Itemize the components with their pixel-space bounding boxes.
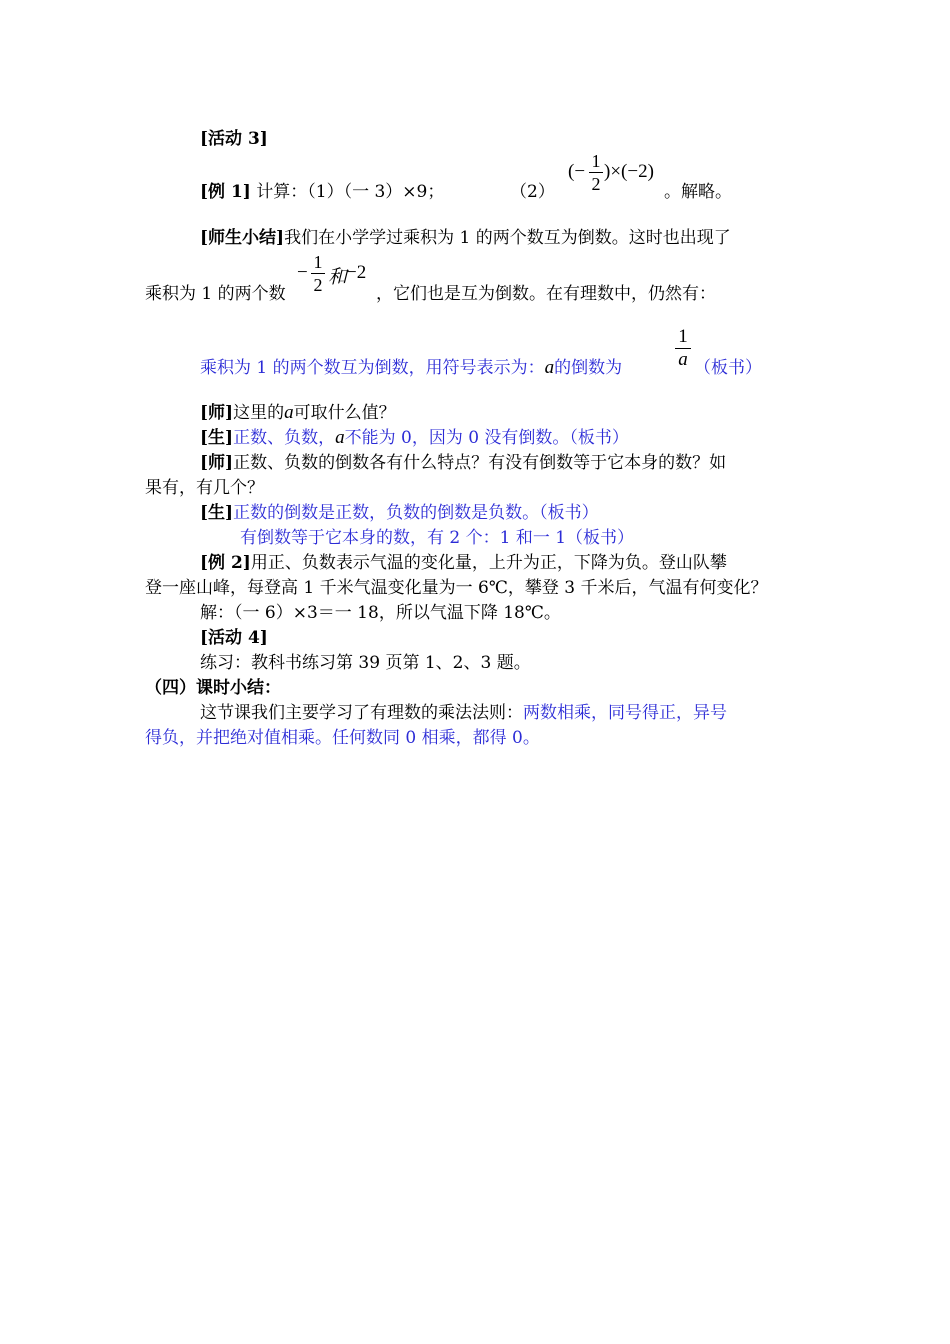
example-1-line [200, 181, 444, 203]
lesson-summary-heading: （四）课时小结： [145, 678, 281, 698]
student-answer-2 [200, 502, 599, 524]
summary-math-neg2: −2 [346, 262, 367, 283]
example-1-text: 计算：（1）（一 3）×9； [256, 182, 445, 202]
example-1-expr-right: )×(−2) [604, 161, 654, 182]
lesson-summary-text-1a: 这节课我们主要学习了有理数的乘法法则： [200, 703, 523, 723]
student-answer-1-text-a: 正数、负数， [233, 428, 336, 448]
teacher-question-1-text-b: 可取什么值？ [293, 403, 396, 423]
example-2-text-1: 用正、负数表示气温的变化量，上升为正，下降为负。登山队攀 [250, 553, 727, 573]
reciprocal-text-c: （板书） [694, 358, 762, 378]
student-label: [生] [200, 503, 234, 523]
student-answer-2-text-1: 正数的倒数是正数，负数的倒数是负数。（板书） [233, 503, 599, 523]
summary-math-and: 和 [328, 267, 348, 288]
teacher-question-2-text-2: 果有，有几个？ [145, 478, 264, 498]
summary-line-1 [200, 227, 731, 249]
fraction-numerator: 1 [313, 252, 323, 272]
summary-fraction [311, 252, 325, 295]
example-1-part2: （2） [510, 182, 555, 202]
fraction-denominator: 2 [591, 174, 601, 194]
lesson-summary-text-1b: 两数相乘，同号得正，异号 [523, 703, 727, 723]
example-1-tail: 。解略。 [664, 182, 732, 202]
reciprocal-fraction [675, 327, 691, 370]
activity-3-heading: [活动 3] [200, 129, 268, 149]
student-answer-2-text-2: 有倒数等于它本身的数，有 2 个：1 和一 1（板书） [240, 528, 635, 548]
lesson-summary-line-1 [200, 702, 727, 724]
fraction-numerator: 1 [678, 326, 688, 347]
reciprocal-text-b: 的倒数为 [554, 358, 623, 378]
example-2-solution: 解：（一 6）×3＝一 18，所以气温下降 18℃。 [200, 603, 561, 623]
summary-math-minus: − [297, 262, 308, 283]
fraction-denominator: 2 [313, 275, 323, 295]
teacher-label: [师] [200, 403, 234, 423]
teacher-question-1 [200, 402, 396, 424]
example-2-text-2: 登一座山峰，每登高 1 千米气温变化量为一 6℃，攀登 3 千米后，气温有何变化？ [145, 578, 768, 598]
variable-a: a [284, 402, 294, 423]
student-answer-1-text-b: 不能为 0，因为 0 没有倒数。（板书） [344, 428, 629, 448]
student-label: [生] [200, 428, 234, 448]
summary-text-2a: 乘积为 1 的两个数 [145, 284, 286, 304]
example-2-label: [例 2] [200, 553, 251, 573]
example-1-fraction [589, 151, 603, 194]
example-1-label: [例 1] [200, 182, 251, 202]
summary-label: [师生小结] [200, 228, 285, 248]
variable-a: a [335, 427, 345, 448]
lesson-summary-text-2: 得负，并把绝对值相乘。任何数同 0 相乘，都得 0。 [145, 728, 540, 748]
summary-text-2b: ，它们也是互为倒数。在有理数中，仍然有： [376, 284, 716, 304]
teacher-question-1-text-a: 这里的 [233, 403, 285, 423]
example-1-expr-left: (− [568, 161, 586, 182]
activity-4-heading: [活动 4] [200, 628, 268, 648]
summary-text-1: 我们在小学学过乘积为 1 的两个数互为倒数。这时也出现了 [284, 228, 731, 248]
variable-a: a [544, 357, 555, 378]
student-answer-1 [200, 427, 629, 449]
fraction-denominator: a [678, 349, 688, 370]
reciprocal-definition [200, 357, 622, 379]
teacher-question-2 [200, 452, 726, 474]
teacher-question-2-text-1: 正数、负数的倒数各有什么特点？有没有倒数等于它本身的数？如 [233, 453, 727, 473]
fraction-numerator: 1 [591, 151, 601, 171]
example-2-line-1 [200, 552, 727, 574]
teacher-label: [师] [200, 453, 234, 473]
reciprocal-text-a: 乘积为 1 的两个数互为倒数，用符号表示为： [200, 358, 545, 378]
practice-text: 练习：教科书练习第 39 页第 1、2、3 题。 [200, 653, 531, 673]
